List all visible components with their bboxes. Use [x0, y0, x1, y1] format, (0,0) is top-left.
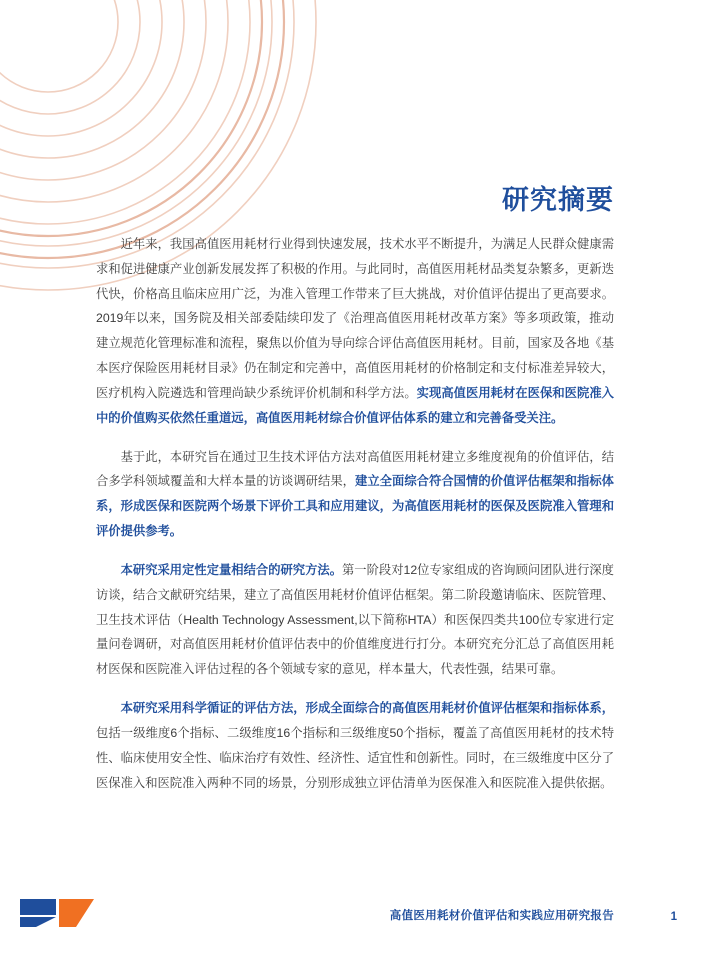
paragraph-2 — [96, 445, 614, 544]
paragraph-1-run-2-highlight: 实现高值医用耗材在医保和医院准入中的价值购买依然任重道远，高值医用耗材综合价值评估体系的建立和完善备受关注。 — [96, 385, 614, 425]
page-footer — [0, 891, 710, 927]
paragraph-3-run-2: 第一阶段对12位专家组成的咨询顾问团队进行深度访谈，结合文献研究结果，建立了高值医用耗材价值评估框架。第二阶段邀请临床、医院管理、卫生技术评估（Health Technology Assessment,以下简称HTA）和医保四类共100位专家进行定量问卷调研，对高值医用耗材价值评估表中的价值维度进行打分。本研究充分汇总了高值医用耗材医保和医院准入评估过程的各个领域专家的意见，样本量大，代表性强，结果可靠。 — [96, 562, 614, 677]
paragraph-2-run-2-highlight: 建立全面综合符合国情的价值评估框架和指标体系，形成医保和医院两个场景下评价工具和应用建议，为高值医用耗材的医保及医院准入管理和评价提供参考。 — [96, 474, 614, 539]
paragraph-4-run-1-highlight: 本研究采用科学循证的评估方法，形成全面综合的高值医用耗材价值评估框架和指标体系， — [120, 701, 614, 716]
paragraph-1 — [96, 232, 614, 431]
paragraph-2-run-1: 基于此，本研究旨在通过卫生技术评估方法对高值医用耗材建立多维度视角的价值评估，结合多学科领域覆盖和大样本量的访谈调研结果， — [96, 449, 614, 489]
paragraph-4-run-2: 包括一级维度6个指标、二级维度16个指标和三级维度50个指标，覆盖了高值医用耗材的技术特性、临床使用安全性、临床治疗有效性、经济性、适宜性和创新性。同时，在三级维度中区分了医保准入和医院准入两种不同的场景，分别形成独立评估清单为医保准入和医院准入提供依据。 — [96, 725, 614, 790]
footer-report-title: 高值医用耗材价值评估和实践应用研究报告 — [389, 910, 614, 922]
document-body — [96, 232, 614, 809]
footer-page-number: 1 — [670, 911, 677, 923]
paragraph-3-run-1-highlight: 本研究采用定性定量相结合的研究方法。 — [120, 562, 342, 577]
paragraph-1-run-1: 近年来，我国高值医用耗材行业得到快速发展，技术水平不断提升，为满足人民群众健康需求和促进健康产业创新发展发挥了积极的作用。与此同时，高值医用耗材品类复杂繁多，更新迭代快，价格高且临床应用广泛，为准入管理工作带来了巨大挑战，对价值评估提出了更高要求。2019年以来，国务院及相关部委陆续印发了《治理高值医用耗材改革方案》等多项政策，推动建立规范化管理标准和流程，聚焦以价值为导向综合评估高值医用耗材。目前，国家及各地《基本医疗保险医用耗材目录》仍在制定和完善中，高值医用耗材的价格制定和支付标准差异较大，医疗机构入院遴选和管理尚缺少系统评价机制和科学方法。 — [96, 237, 614, 400]
footer-logo-mark — [20, 899, 98, 927]
page-title: 研究摘要 — [502, 185, 614, 215]
paragraph-3 — [96, 558, 614, 682]
paragraph-4 — [96, 696, 614, 795]
